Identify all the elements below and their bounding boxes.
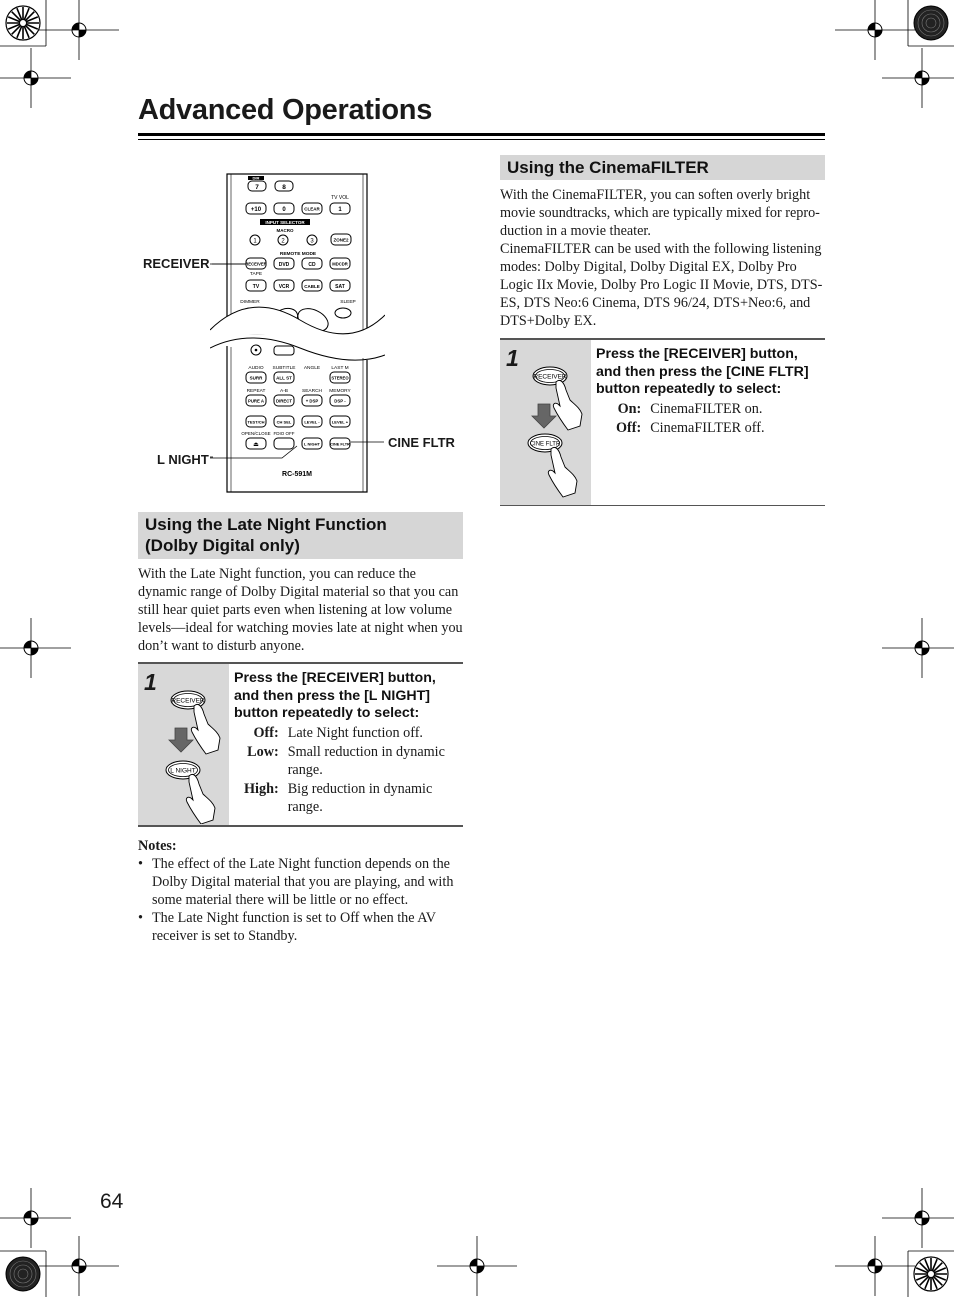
button-press-illustration xyxy=(524,360,594,500)
svg-text:REMOTE MODE: REMOTE MODE xyxy=(279,252,317,257)
title-rule xyxy=(138,133,825,136)
option-row: Low: Small reduction in dynamic range. xyxy=(247,743,445,778)
svg-text:FDIO OFF: FDIO OFF xyxy=(273,431,295,436)
svg-text:ANGLE: ANGLE xyxy=(303,366,321,371)
svg-text:AUDIO: AUDIO xyxy=(248,366,264,371)
key-8: 8 xyxy=(282,184,286,191)
svg-text:CABLE: CABLE xyxy=(304,284,320,289)
step-number: 1 xyxy=(506,345,519,371)
late-night-options xyxy=(244,724,445,817)
svg-text:MDCDR: MDCDR xyxy=(332,261,348,267)
step-number: 1 xyxy=(144,669,157,695)
callout-lines xyxy=(200,255,400,475)
cinemafilter-step xyxy=(500,338,825,506)
cinemafilter-options xyxy=(616,400,765,437)
note-item: • The effect of the Late Night function depends on the Dolby Digital material that you are playing, and with some material there will be little or no effect. xyxy=(138,855,468,909)
notes xyxy=(138,837,468,945)
svg-text:DSP -: DSP - xyxy=(334,398,346,404)
key-7: 7 xyxy=(255,184,259,191)
cinemafilter-heading: Using the CinemaFILTER xyxy=(500,155,825,180)
svg-text:1: 1 xyxy=(338,207,342,213)
late-night-heading: Using the Late Night Function (Dolby Digital only) xyxy=(138,512,463,559)
svg-text:+ DSP: + DSP xyxy=(305,398,319,404)
svg-text:ALL ST: ALL ST xyxy=(276,375,292,381)
late-night-step xyxy=(138,662,463,827)
svg-text:2: 2 xyxy=(281,238,285,245)
svg-text:SAT: SAT xyxy=(335,284,345,290)
svg-text:CLEAR: CLEAR xyxy=(304,206,320,212)
option-row: Off: CinemaFILTER off. xyxy=(616,419,765,436)
svg-text:TV: TV xyxy=(252,284,260,290)
svg-text:TEST/CH: TEST/CH xyxy=(247,419,265,425)
svg-text:TAPE: TAPE xyxy=(249,272,263,277)
svg-text:CH SEL: CH SEL xyxy=(276,419,292,425)
option-row: On: CinemaFILTER on. xyxy=(617,401,763,417)
svg-text:DIRECT: DIRECT xyxy=(276,398,292,404)
svg-text:CINE FLTR: CINE FLTR xyxy=(330,442,350,447)
svg-text:L NIGHT: L NIGHT xyxy=(170,767,196,775)
svg-text:DIR: DIR xyxy=(252,175,260,181)
svg-text:3: 3 xyxy=(310,238,314,245)
svg-text:SEARCH: SEARCH xyxy=(302,389,322,394)
page-title: Advanced Operations xyxy=(138,94,433,126)
svg-text:MEMORY: MEMORY xyxy=(329,389,351,394)
svg-text:VCR: VCR xyxy=(278,284,290,290)
svg-text:1: 1 xyxy=(253,238,257,245)
option-row: High: Big reduction in dynamic range. xyxy=(244,780,433,815)
svg-text:INPUT SELECTOR: INPUT SELECTOR xyxy=(265,220,305,225)
svg-text:STEREO: STEREO xyxy=(331,375,349,381)
button-press-illustration xyxy=(160,684,230,824)
page-number: 64 xyxy=(100,1190,124,1213)
svg-text:OPEN/CLOSE: OPEN/CLOSE xyxy=(241,431,271,436)
option-row: Off: Late Night function off. xyxy=(253,725,423,741)
svg-text:LAST M: LAST M xyxy=(331,366,349,371)
callout-receiver: RECEIVER xyxy=(143,256,210,271)
svg-text:CD: CD xyxy=(308,262,316,268)
cinemafilter-intro: With the CinemaFILTER, you can soften overly bright movie soundtracks, which are typically mixed for repro- duction in a movie theater. CinemaFILTER can be used with the following listening modes: Dolby Digital, Dolby Digital EX, Dolby Pro Logic IIx Movie, Dolby Pro Logic II Movie, DTS, DTS- ES, DTS Neo:6 Cinema, DTS 96/24, DTS+Neo:6, and DTS+Dolby EX. xyxy=(500,187,823,329)
svg-text:RECEIVER: RECEIVER xyxy=(533,373,567,381)
svg-text:SUBTITLE: SUBTITLE xyxy=(272,366,296,371)
svg-text:⏏: ⏏ xyxy=(253,442,259,448)
step-instruction: Press the [RECEIVER] button, and then press the [CINE FLTR] button repeatedly to select: xyxy=(596,346,809,397)
svg-text:LEVEL +: LEVEL + xyxy=(331,419,349,425)
svg-text:RECEIVER: RECEIVER xyxy=(171,697,205,705)
svg-text:DVD: DVD xyxy=(278,262,290,268)
svg-text:CINE FLTR: CINE FLTR xyxy=(529,441,561,448)
svg-text:ZONE2: ZONE2 xyxy=(333,237,349,243)
late-night-intro: With the Late Night function, you can reduce the dynamic range of Dolby Digital material so that you can still hear quiet parts even when listening at low volume levels—ideal for watching movies late at night when you don’t want to disturb anyone. xyxy=(138,566,463,654)
svg-text:SURR: SURR xyxy=(249,375,263,381)
svg-text:L NIGHT: L NIGHT xyxy=(304,441,320,447)
svg-text:RECEIVER: RECEIVER xyxy=(245,261,267,267)
svg-text:SLEEP: SLEEP xyxy=(340,300,356,305)
title-rule-thin xyxy=(138,139,825,140)
svg-text:PURE A: PURE A xyxy=(247,398,265,404)
svg-text:0: 0 xyxy=(282,207,286,213)
note-item: • The Late Night function is set to Off when the AV receiver is set to Standby. xyxy=(138,909,468,945)
svg-text:LEVEL -: LEVEL - xyxy=(304,419,320,425)
svg-text:REPEAT: REPEAT xyxy=(246,389,266,394)
svg-text:+10: +10 xyxy=(250,207,262,213)
label-tv-vol: TV VOL xyxy=(331,195,349,201)
svg-text:A-B: A-B xyxy=(280,389,288,394)
svg-text:MACRO: MACRO xyxy=(276,228,294,233)
notes-title: Notes: xyxy=(138,838,177,854)
callout-cine-fltr: CINE FLTR xyxy=(388,435,455,450)
remote-model: RC-591M xyxy=(282,471,312,478)
step-instruction: Press the [RECEIVER] button, and then press the [L NIGHT] button repeatedly to select: xyxy=(234,670,436,721)
svg-text:DIMMER: DIMMER xyxy=(240,300,260,305)
callout-l-night: L NIGHT xyxy=(157,452,209,467)
